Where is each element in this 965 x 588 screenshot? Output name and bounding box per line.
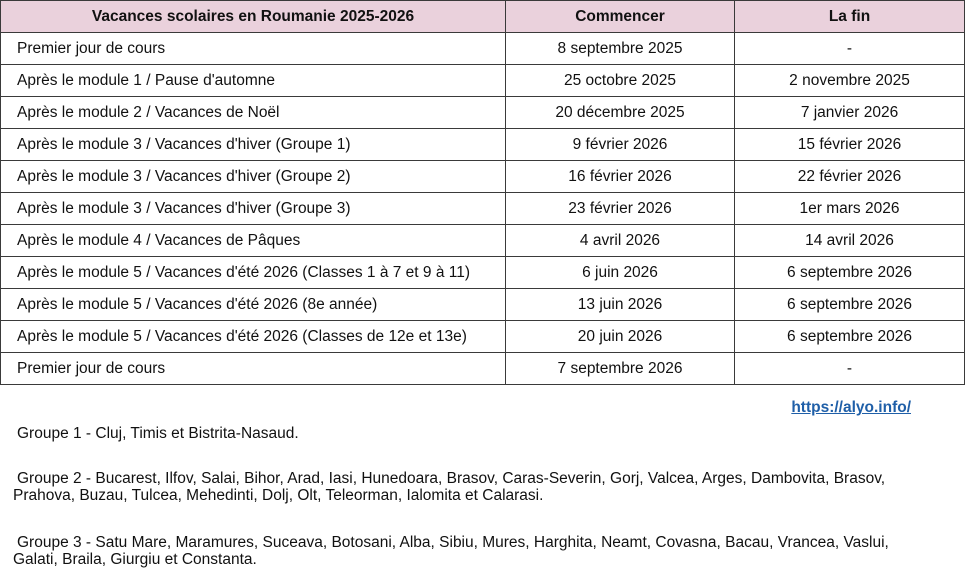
table-row: [1, 33, 965, 65]
source-link[interactable]: https://alyo.info/: [791, 399, 911, 416]
header-start: Commencer: [506, 1, 735, 33]
table-row: [1, 97, 965, 129]
group3-note: [13, 534, 943, 568]
holiday-cell: Premier jour de cours: [1, 33, 506, 65]
holiday-cell: Après le module 5 / Vacances d'été 2026 (Classes de 12e et 13e): [1, 321, 506, 353]
start-cell: 23 février 2026: [506, 193, 735, 225]
start-cell: 16 février 2026: [506, 161, 735, 193]
holiday-cell: Après le module 3 / Vacances d'hiver (Groupe 1): [1, 129, 506, 161]
start-cell: 6 juin 2026: [506, 257, 735, 289]
end-cell: 6 septembre 2026: [735, 321, 965, 353]
holiday-cell: Après le module 3 / Vacances d'hiver (Groupe 3): [1, 193, 506, 225]
table-row: [1, 225, 965, 257]
header-end: La fin: [735, 1, 965, 33]
header-holiday: Vacances scolaires en Roumanie 2025-2026: [1, 1, 506, 33]
end-cell: 15 février 2026: [735, 129, 965, 161]
table-row: [1, 257, 965, 289]
start-cell: 7 septembre 2026: [506, 353, 735, 385]
table-header-row: [1, 1, 965, 33]
group1-note-text: Groupe 1 - Cluj, Timis et Bistrita-Nasaud.: [17, 425, 299, 442]
group2-note-line1: Groupe 2 - Bucarest, Ilfov, Salai, Bihor, Arad, Iasi, Hunedoara, Brasov, Caras-Severin, Gorj, Valcea, Arges, Dambovita, Brasov,: [17, 470, 886, 487]
table-row: [1, 161, 965, 193]
holiday-cell: Premier jour de cours: [1, 353, 506, 385]
end-cell: 6 septembre 2026: [735, 257, 965, 289]
start-cell: 8 septembre 2025: [506, 33, 735, 65]
holiday-cell: Après le module 3 / Vacances d'hiver (Groupe 2): [1, 161, 506, 193]
table-row: [1, 129, 965, 161]
group3-note-line1: Groupe 3 - Satu Mare, Maramures, Suceava, Botosani, Alba, Sibiu, Mures, Harghita, Neamt, Covasna, Bacau, Vrancea, Vaslui,: [17, 534, 889, 551]
start-cell: 20 juin 2026: [506, 321, 735, 353]
end-cell: 7 janvier 2026: [735, 97, 965, 129]
start-cell: 9 février 2026: [506, 129, 735, 161]
holiday-cell: Après le module 2 / Vacances de Noël: [1, 97, 506, 129]
holiday-cell: Après le module 5 / Vacances d'été 2026 (8e année): [1, 289, 506, 321]
table-row: [1, 353, 965, 385]
table-row: [1, 65, 965, 97]
start-cell: 4 avril 2026: [506, 225, 735, 257]
holiday-cell: Après le module 4 / Vacances de Pâques: [1, 225, 506, 257]
end-cell: -: [735, 353, 965, 385]
start-cell: 13 juin 2026: [506, 289, 735, 321]
end-cell: 1er mars 2026: [735, 193, 965, 225]
holiday-cell: Après le module 1 / Pause d'automne: [1, 65, 506, 97]
start-cell: 20 décembre 2025: [506, 97, 735, 129]
group1-note: [13, 425, 943, 442]
start-cell: 25 octobre 2025: [506, 65, 735, 97]
end-cell: 22 février 2026: [735, 161, 965, 193]
group2-note-line2: Prahova, Buzau, Tulcea, Mehedinti, Dolj, Olt, Teleorman, Ialomita et Calarasi.: [13, 487, 544, 504]
group3-note-line2: Galati, Braila, Giurgiu et Constanta.: [13, 551, 257, 568]
holiday-cell: Après le module 5 / Vacances d'été 2026 (Classes 1 à 7 et 9 à 11): [1, 257, 506, 289]
end-cell: 2 novembre 2025: [735, 65, 965, 97]
table-row: [1, 289, 965, 321]
table-row: [1, 193, 965, 225]
group2-note: [13, 470, 943, 504]
table-row: [1, 321, 965, 353]
end-cell: 6 septembre 2026: [735, 289, 965, 321]
end-cell: -: [735, 33, 965, 65]
end-cell: 14 avril 2026: [735, 225, 965, 257]
